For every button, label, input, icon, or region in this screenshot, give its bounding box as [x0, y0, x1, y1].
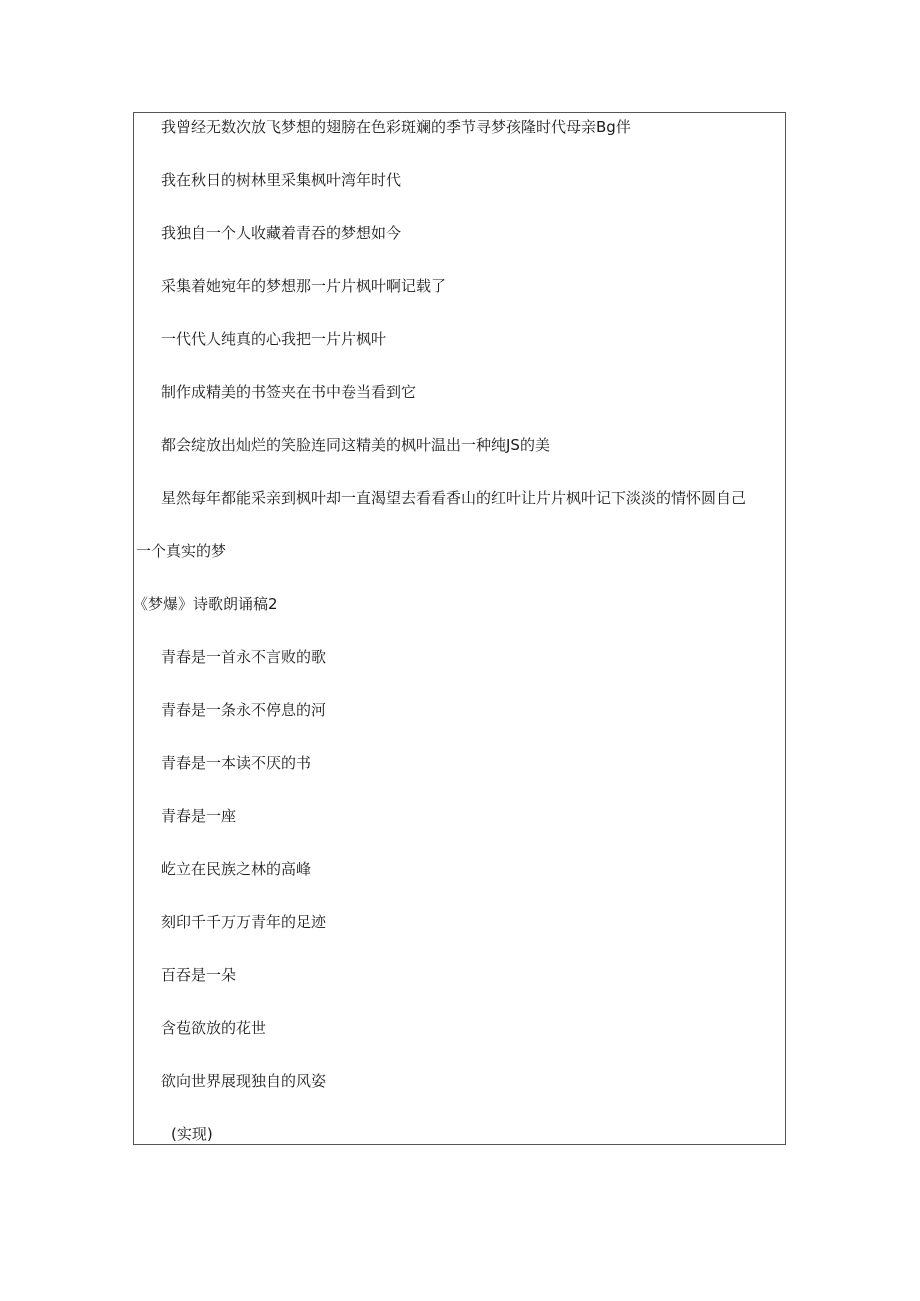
text-line: 我曾经无数次放飞梦想的翅膀在色彩斑斓的季节寻梦孩隆时代母亲Bg伴	[161, 118, 631, 136]
text-line: 采集着她宛年的梦想那一片片枫叶啊记载了	[161, 277, 447, 295]
text-line: 欲向世界展现独自的风姿	[161, 1072, 327, 1090]
text-line: 我在秋日的树林里采集枫叶湾年时代	[161, 171, 402, 189]
document-frame	[133, 112, 786, 1145]
text-line: 刻印千千万万青年的足迹	[161, 913, 327, 931]
text-line: 制作成精美的书签夹在书中卷当看到它	[161, 383, 417, 401]
text-line: 我独自一个人收藏着青吞的梦想如今	[161, 224, 402, 242]
text-line: 青春是一座	[161, 807, 237, 825]
text-line: 青春是一首永不言败的歌	[161, 648, 327, 666]
text-line: 一代代人纯真的心我把一片片枫叶	[161, 330, 387, 348]
text-line: 都会绽放出灿烂的笑脸连同这精美的枫叶温出一种纯JS的美	[161, 436, 550, 454]
text-line: 一个真实的梦	[136, 542, 227, 560]
section-title: 《梦爆》诗歌朗诵稿2	[133, 595, 278, 613]
text-line: 含苞欲放的花世	[161, 1019, 267, 1037]
text-line: 星然每年都能采亲到枫叶却一直渴望去看看香山的红叶让片片枫叶记下淡淡的情怀圆自己	[161, 489, 747, 507]
text-line: 青春是一本读不厌的书	[161, 754, 312, 772]
text-line: (实现)	[171, 1125, 213, 1143]
text-line: 百吞是一朵	[161, 966, 237, 984]
text-line: 青春是一条永不停息的河	[161, 701, 327, 719]
text-line: 屹立在民族之林的高峰	[161, 860, 312, 878]
